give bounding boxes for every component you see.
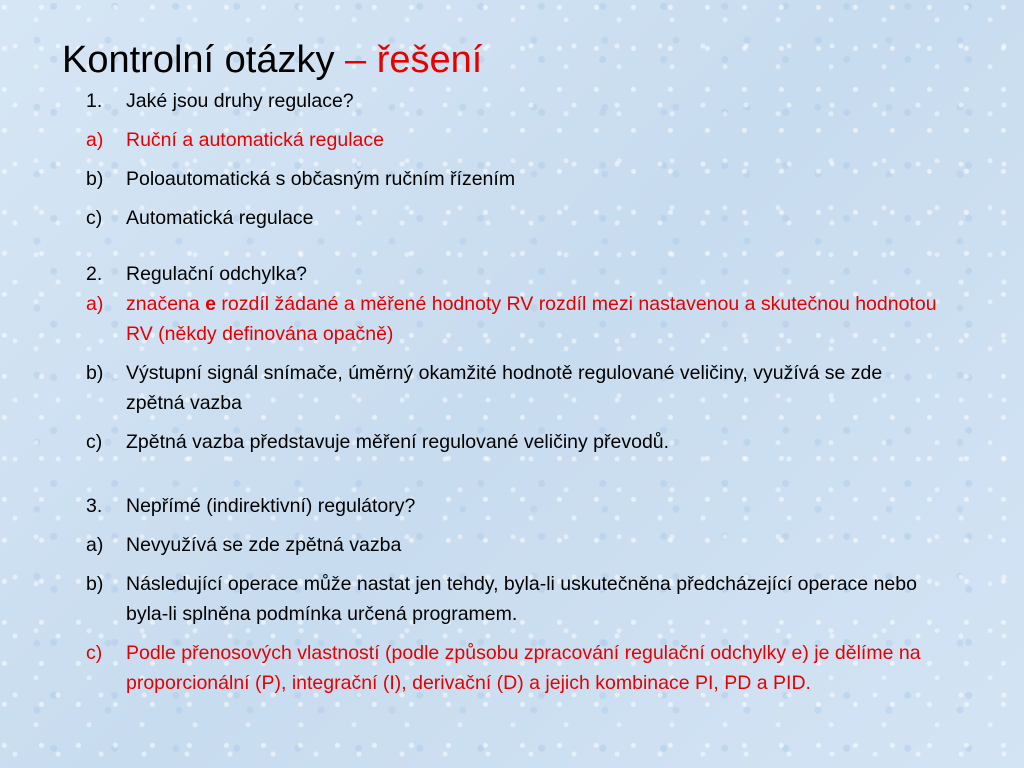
answer-text: Výstupní signál snímače, úměrný okamžité hodnotě regulované veličiny, využívá se zde zpětná vazba — [126, 362, 883, 414]
title-accent: – řešení — [345, 39, 483, 81]
answer-marker: b) — [86, 168, 104, 190]
answer-marker: a) — [86, 129, 104, 151]
question-text: Regulační odchylka? — [126, 263, 308, 285]
answer-2b — [86, 358, 946, 418]
question-number: 2. — [86, 263, 103, 285]
question-3 — [86, 491, 946, 521]
answer-text: značena e rozdíl žádané a měřené hodnoty RV rozdíl mezi nastavenou a skutečnou hodnotou RV (někdy definována opačně) — [126, 293, 937, 345]
answer-2a — [86, 289, 946, 349]
question-text: Jaké jsou druhy regulace? — [126, 90, 354, 112]
answer-2c — [86, 427, 946, 457]
answer-text: Zpětná vazba představuje měření regulované veličiny převodů. — [126, 431, 670, 453]
answer-3b — [86, 569, 946, 629]
answer-1b — [86, 164, 946, 194]
question-number: 3. — [86, 495, 103, 517]
title-main: Kontrolní otázky — [62, 39, 346, 81]
answer-1a — [86, 125, 946, 155]
answer-text: Poloautomatická s občasným ručním řízením — [126, 168, 516, 190]
answer-1c — [86, 203, 946, 233]
answer-marker: c) — [86, 431, 103, 453]
answer-text: Následující operace může nastat jen tehdy, byla-li uskutečněna předcházející operace nebo byla-li splněna podmínka určená programem. — [126, 573, 917, 625]
symbol-e: e — [205, 293, 217, 315]
answer-marker: a) — [86, 293, 104, 315]
answer-marker: b) — [86, 573, 104, 595]
answer-3c — [86, 638, 946, 698]
answer-text: Nevyužívá se zde zpětná vazba — [126, 534, 402, 556]
answer-marker: a) — [86, 534, 104, 556]
answer-marker: c) — [86, 207, 103, 229]
question-1 — [86, 86, 946, 116]
answer-marker: c) — [86, 642, 103, 664]
answer-3a — [86, 530, 946, 560]
answers-list — [86, 86, 946, 698]
question-text: Nepřímé (indirektivní) regulátory? — [126, 495, 416, 517]
answer-marker: b) — [86, 362, 104, 384]
answer-text: Ruční a automatická regulace — [126, 129, 384, 151]
answer-text: Automatická regulace — [126, 207, 314, 229]
question-2 — [86, 259, 946, 289]
answer-text: Podle přenosových vlastností (podle způsobu zpracování regulační odchylky e) je dělíme na proporcionální (P), integrační (I), derivační (D) a jejich kombinace PI, PD a PID. — [126, 642, 921, 694]
question-number: 1. — [86, 90, 103, 112]
slide-title — [62, 38, 482, 82]
